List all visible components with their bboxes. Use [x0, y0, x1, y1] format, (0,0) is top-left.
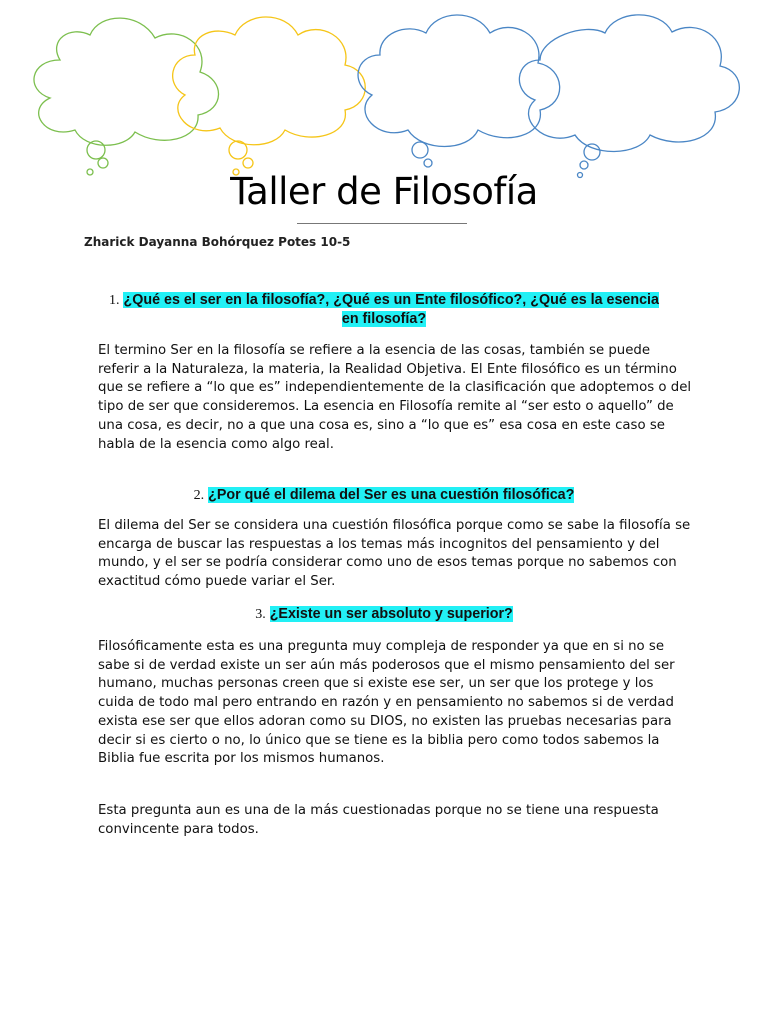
question-3-number: 3. — [255, 607, 266, 622]
question-1-text-line2: en filosofía? — [341, 311, 427, 327]
blue-thought-cloud-right — [519, 15, 739, 178]
answer-1: El termino Ser en la filosofía se refiere a la esencia de las cosas, también se puede referir a la Naturaleza, la materia, la Realidad Objetiva. El Ente filosófico es un término que se refiere a “lo que es” independientemente de la clasificación que adoptemos o del tipo de ser que consideremos. La esencia en Filosofía remite al “ser esto o aquello” de una cosa, es decir, no a que una cosa es, sino a “lo que es” esa cosa en este caso se habla de la esencia como algo real. — [98, 343, 692, 452]
answer-3: Filosóficamente esta es una pregunta muy compleja de responder ya que en si no se sabe si de verdad existe un ser aún más poderosos que el mismo pensamiento del ser humano, muchas personas creen que si existe ese ser, un ser que los protege y los cuida de todo mal pero entrando en razón y en pensamiento no sabemos si de verdad exista ese ser que ellos adoran como su DIOS, no existen las pruebas necesarias para decir si es cierto o no, lo único que se tiene es la biblia pero como todos sabemos la Biblia fue escrita por los mismos humanos. — [98, 639, 675, 767]
author-line: Zharick Dayanna Bohórquez Potes 10-5 — [84, 235, 351, 249]
answer-2: El dilema del Ser se considera una cuestión filosófica porque como se sabe la filosofía se encarga de buscar las respuestas a los temas más incognitos del pensamiento y del mundo, y el ser se podría considerar como uno de esos temas porque no sabemos con exactitud cómo puede variar el Ser. — [98, 518, 691, 590]
question-2 — [84, 486, 684, 505]
yellow-thought-cloud — [173, 17, 366, 175]
title-divider — [297, 223, 467, 224]
question-1-text-line1: ¿Qué es el ser en la filosofía?, ¿Qué es un Ente filosófico?, ¿Qué es la esencia — [123, 292, 659, 308]
page-title: Taller de Filosofía — [230, 170, 538, 213]
closing-paragraph: Esta pregunta aun es una de la más cuestionadas porque no se tiene una respuesta convincente para todos. — [98, 803, 659, 837]
blue-thought-cloud-left — [358, 15, 560, 167]
question-1 — [84, 291, 684, 329]
green-thought-cloud — [34, 18, 219, 175]
question-3 — [84, 605, 684, 624]
question-1-number: 1. — [109, 293, 120, 308]
question-2-number: 2. — [193, 488, 205, 503]
question-2-text: ¿Por qué el dilema del Ser es una cuestión filosófica? — [208, 487, 575, 503]
thought-clouds-decoration — [0, 0, 768, 180]
question-3-text: ¿Existe un ser absoluto y superior? — [269, 606, 513, 622]
